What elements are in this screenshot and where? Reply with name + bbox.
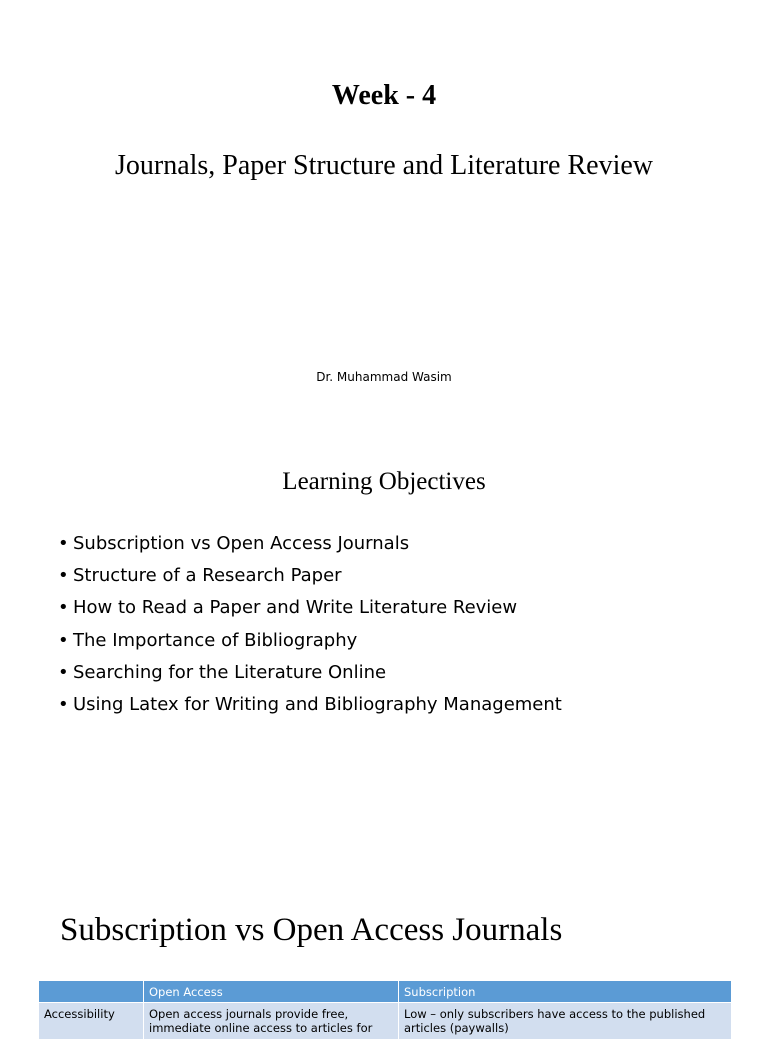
table-header-cell: Open Access — [144, 981, 399, 1003]
list-item — [58, 530, 738, 562]
comparison-heading: Subscription vs Open Access Journals — [60, 912, 563, 948]
week-title: Week - 4 — [331, 80, 437, 111]
author-name: Dr. Muhammad Wasim — [316, 370, 452, 384]
title-slide — [0, 0, 768, 432]
objectives-slide — [0, 432, 768, 864]
table-header-cell: Subscription — [399, 981, 732, 1003]
table-header-row — [39, 981, 732, 1003]
objective-text: Subscription vs Open Access Journals — [73, 533, 410, 554]
bullet-icon: • — [58, 661, 69, 683]
objective-text: How to Read a Paper and Write Literature Review — [73, 597, 518, 619]
bullet-icon: • — [58, 597, 69, 619]
table-header-cell — [39, 981, 144, 1003]
objective-text: Searching for the Literature Online — [73, 661, 387, 683]
comparison-slide — [0, 864, 768, 1035]
bullet-icon: • — [58, 565, 69, 587]
presentation-title: Journals, Paper Structure and Literature Review — [114, 150, 654, 181]
list-item — [58, 594, 738, 626]
table-row — [39, 1003, 732, 1040]
bullet-icon: • — [58, 693, 69, 715]
table-cell: Low – only subscribers have access to the published articles (paywalls) — [399, 1003, 732, 1040]
comparison-table — [38, 980, 732, 1040]
table-cell: Open access journals provide free, immediate online access to articles for — [144, 1003, 399, 1040]
table-cell: Accessibility — [39, 1003, 144, 1040]
list-item — [58, 691, 738, 723]
list-item — [58, 659, 738, 691]
bullet-icon: • — [58, 533, 69, 554]
objectives-list — [58, 530, 738, 723]
objective-text: Using Latex for Writing and Bibliography Management — [73, 693, 562, 715]
objectives-heading: Learning Objectives — [282, 468, 486, 495]
objective-text: The Importance of Bibliography — [73, 629, 358, 651]
bullet-icon: • — [58, 629, 69, 651]
objective-text: Structure of a Research Paper — [73, 565, 342, 587]
list-item — [58, 627, 738, 659]
list-item — [58, 562, 738, 594]
